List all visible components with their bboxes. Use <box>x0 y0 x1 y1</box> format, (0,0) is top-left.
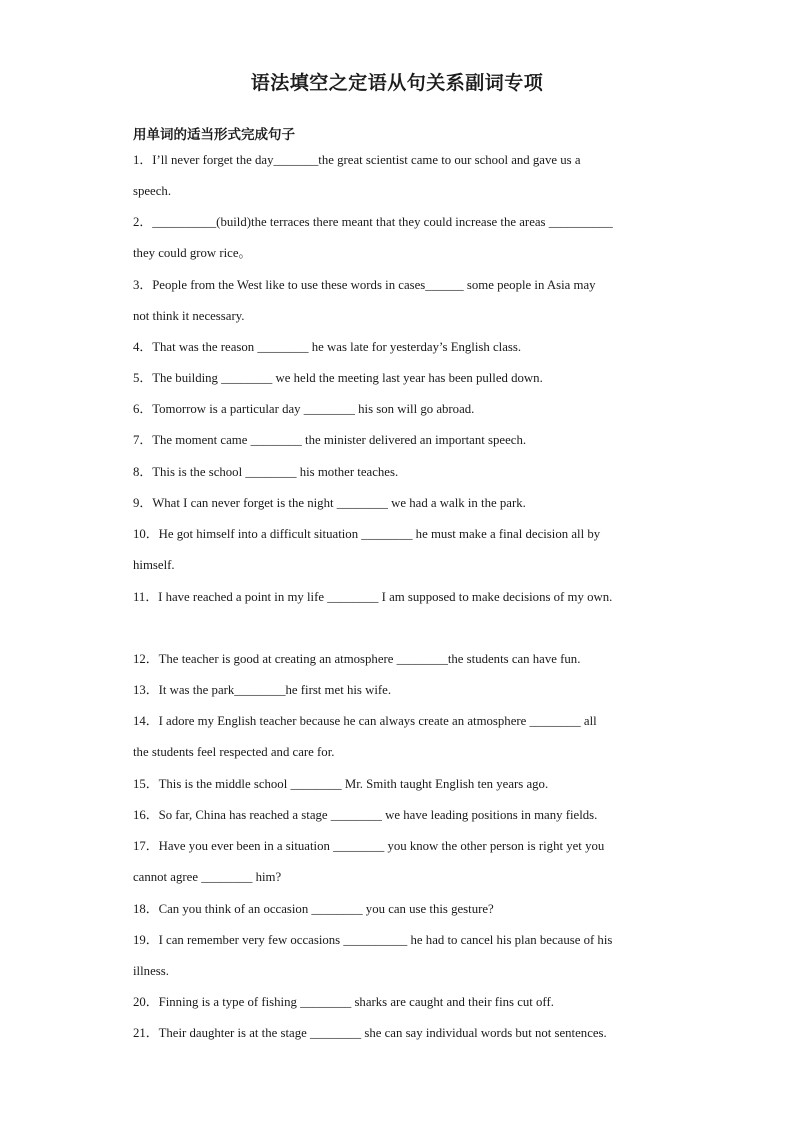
page-title: 语法填空之定语从句关系副词专项 <box>250 72 544 94</box>
question-line: 17．Have you ever been in a situation ________ you know the other person is right yet you <box>133 839 605 853</box>
question-line: 2．__________(build)the terraces there meant that they could increase the areas __________ <box>133 215 613 229</box>
question-line: 20．Finning is a type of fishing ________ sharks are caught and their fins cut off. <box>133 995 554 1009</box>
question-line: 19．I can remember very few occasions __________ he had to cancel his plan because of his <box>133 933 613 947</box>
question-line: the students feel respected and care for. <box>133 745 335 759</box>
question-line: 8．This is the school ________ his mother teaches. <box>133 465 399 479</box>
question-line: illness. <box>133 964 169 978</box>
question-line: 18．Can you think of an occasion ________ you can use this gesture? <box>133 902 494 916</box>
question-line: 1．I’ll never forget the day_______the great scientist came to our school and gave us a <box>133 153 581 167</box>
question-line: 21．Their daughter is at the stage ________ she can say individual words but not sentences. <box>133 1026 607 1040</box>
question-line: 7．The moment came ________ the minister delivered an important speech. <box>133 433 527 447</box>
question-line: cannot agree ________ him? <box>133 870 282 884</box>
question-line: 13．It was the park________he first met his wife. <box>133 683 392 697</box>
question-line: 3．People from the West like to use these words in cases______ some people in Asia may <box>133 278 596 292</box>
question-line: 11．I have reached a point in my life ________ I am supposed to make decisions of my own. <box>133 590 613 604</box>
question-line: 10．He got himself into a difficult situation ________ he must make a final decision all by <box>133 527 601 541</box>
question-line: himself. <box>133 558 175 572</box>
question-line: 9．What I can never forget is the night ________ we had a walk in the park. <box>133 496 526 510</box>
question-line: 15．This is the middle school ________ Mr. Smith taught English ten years ago. <box>133 777 549 791</box>
question-line: 4．That was the reason ________ he was late for yesterday’s English class. <box>133 340 522 354</box>
question-line: 12．The teacher is good at creating an atmosphere ________the students can have fun. <box>133 652 581 666</box>
question-line: they could grow rice。 <box>133 246 252 260</box>
question-line: 5．The building ________ we held the meeting last year has been pulled down. <box>133 371 543 385</box>
question-line: 6．Tomorrow is a particular day ________ his son will go abroad. <box>133 402 475 416</box>
question-line: 16．So far, China has reached a stage ________ we have leading positions in many fields. <box>133 808 598 822</box>
question-line: speech. <box>133 184 172 198</box>
question-line: not think it necessary. <box>133 309 245 323</box>
question-line: 14．I adore my English teacher because he can always create an atmosphere ________ all <box>133 714 597 728</box>
section-heading: 用单词的适当形式完成句子 <box>133 127 295 143</box>
